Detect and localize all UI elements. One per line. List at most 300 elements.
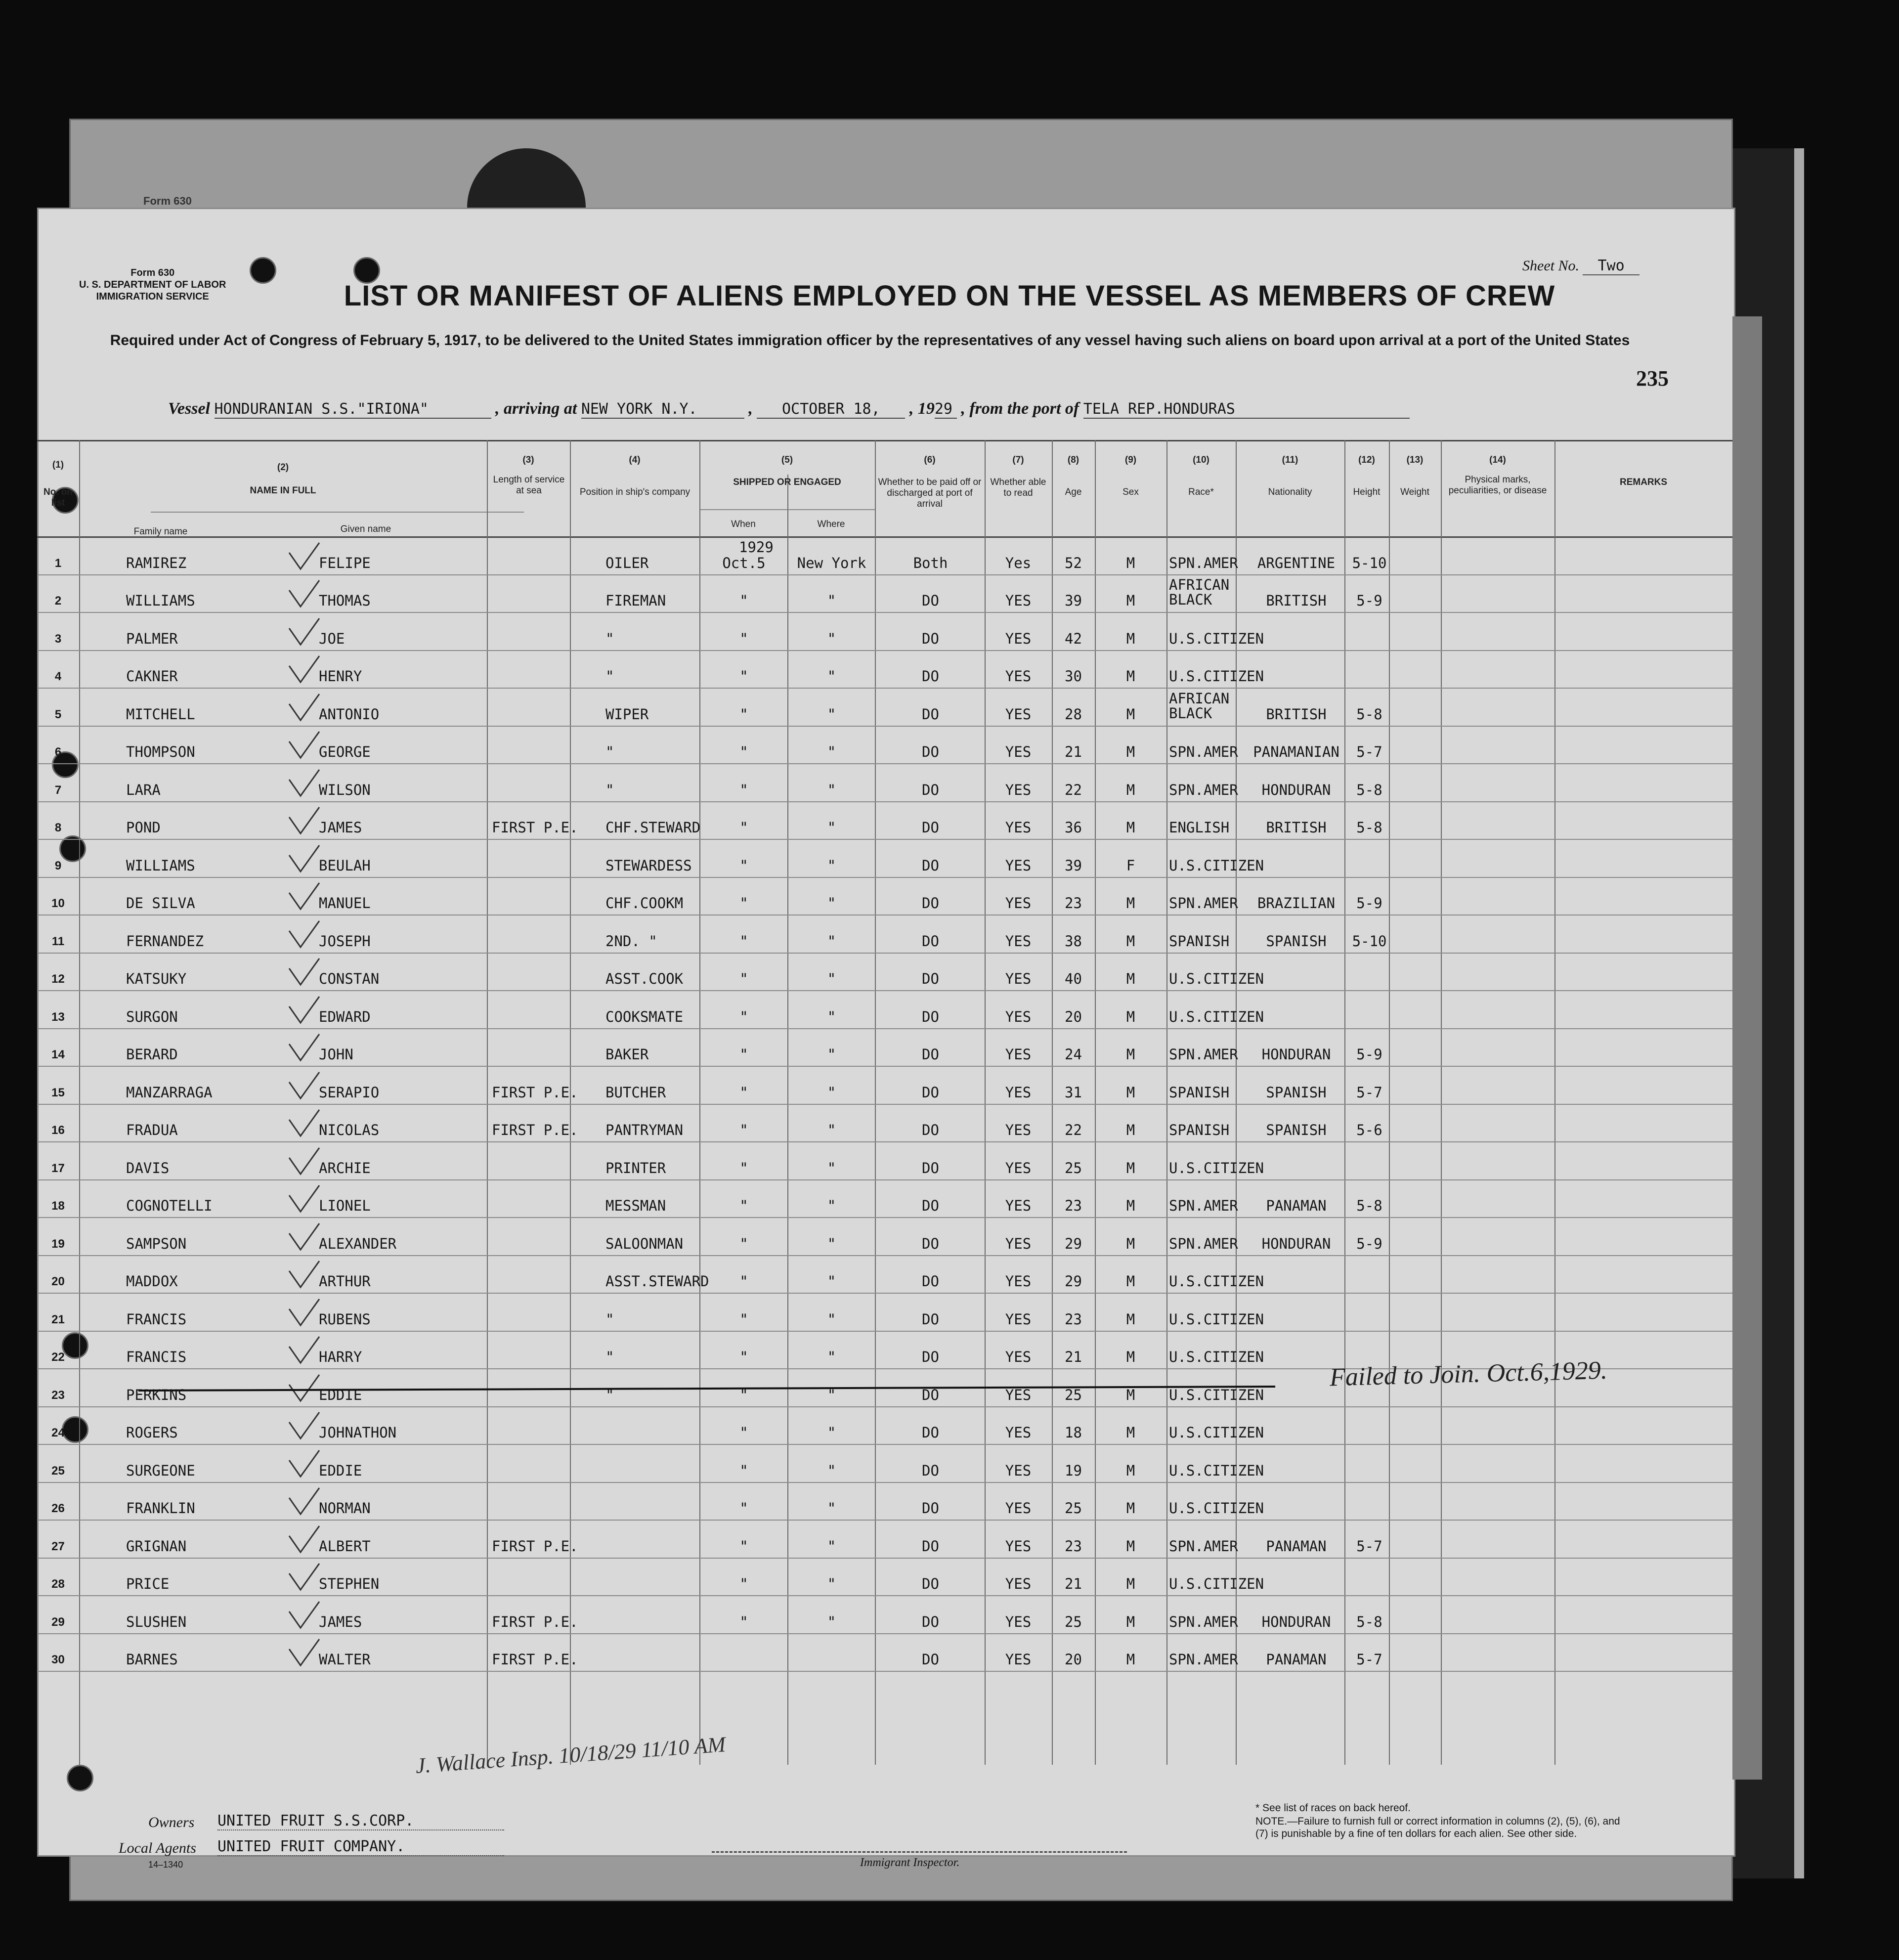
shipped-where: " xyxy=(827,743,836,760)
col-num-6: (6) xyxy=(924,455,936,465)
shipped-when: " xyxy=(739,1046,748,1063)
race: SPN.AMER xyxy=(1169,1613,1238,1630)
row-number: 10 xyxy=(51,897,65,910)
race: U.S.CITIZEN xyxy=(1169,1500,1264,1517)
table-row xyxy=(37,1612,1554,1633)
shipped-when: " xyxy=(739,895,748,912)
shipped-where: " xyxy=(827,592,836,609)
row-number: 25 xyxy=(51,1464,65,1478)
table-row xyxy=(37,576,1554,612)
age: 39 xyxy=(1065,857,1082,874)
family-name: BARNES xyxy=(126,1651,178,1668)
race: U.S.CITIZEN xyxy=(1169,970,1264,987)
paid-off: DO xyxy=(922,1310,939,1328)
height: 5-7 xyxy=(1356,1651,1382,1668)
family-name: KATSUKY xyxy=(126,970,187,987)
race: SPN.AMER xyxy=(1169,781,1238,798)
row-number: 7 xyxy=(54,783,62,797)
shipped-when: " xyxy=(739,1537,748,1555)
row-number: 3 xyxy=(54,632,62,646)
height: 5-10 xyxy=(1352,932,1387,950)
given-name: BEULAH xyxy=(319,857,371,874)
owners-value: UNITED FRUIT S.S.CORP. xyxy=(217,1812,504,1830)
shipped-when: " xyxy=(739,1273,748,1290)
shipped-where: " xyxy=(827,1462,836,1479)
table-row xyxy=(37,553,1554,574)
check-mark-icon xyxy=(287,1222,321,1252)
shipped-where: " xyxy=(827,1235,836,1252)
sex: M xyxy=(1126,1500,1135,1517)
position: FIREMAN xyxy=(605,592,666,609)
shipped-when: " xyxy=(739,668,748,685)
row-number: 23 xyxy=(51,1388,65,1402)
age: 42 xyxy=(1065,630,1082,647)
race: U.S.CITIZEN xyxy=(1169,1424,1264,1441)
position: PANTRYMAN xyxy=(605,1122,684,1138)
year-suffix: 29 xyxy=(935,400,957,419)
race: U.S.CITIZEN xyxy=(1169,857,1264,874)
able-to-read: YES xyxy=(1005,1462,1032,1479)
height: 5-8 xyxy=(1356,781,1382,798)
position: ASST.STEWARD xyxy=(605,1273,709,1290)
family-name: PALMER xyxy=(126,630,178,647)
row-rule xyxy=(37,574,1732,575)
row-number: 16 xyxy=(51,1124,65,1137)
col-num-5: (5) xyxy=(781,455,793,465)
family-name: PERKINS xyxy=(126,1386,187,1403)
nationality: BRITISH xyxy=(1266,819,1327,836)
header-weight: Weight xyxy=(1400,487,1429,497)
header-when: When xyxy=(731,519,756,529)
shipped-where: " xyxy=(827,1122,836,1138)
height: 5-7 xyxy=(1356,743,1382,760)
paid-off: DO xyxy=(922,1046,939,1063)
paid-off: DO xyxy=(922,1197,939,1214)
age: 30 xyxy=(1065,668,1082,685)
position: 2ND. " xyxy=(605,932,657,950)
height: 5-10 xyxy=(1352,554,1387,571)
height: 5-8 xyxy=(1356,705,1382,723)
given-name: EDWARD xyxy=(319,1008,371,1025)
row-rule xyxy=(37,1293,1732,1294)
sex: M xyxy=(1126,1197,1135,1214)
position: OILER xyxy=(605,554,649,571)
sex: M xyxy=(1126,1537,1135,1555)
given-name: LIONEL xyxy=(319,1197,371,1214)
able-to-read: YES xyxy=(1005,932,1032,950)
row-rule xyxy=(37,612,1732,613)
nationality: PANAMANIAN xyxy=(1253,743,1339,760)
family-name: FRADUA xyxy=(126,1122,178,1138)
given-name: JOE xyxy=(319,630,345,647)
header-physical-marks: Physical marks, peculiarities, or disease xyxy=(1448,475,1547,496)
height: 5-8 xyxy=(1356,1613,1382,1630)
row-rule xyxy=(37,1066,1732,1067)
paid-off: DO xyxy=(922,970,939,987)
col-num-4: (4) xyxy=(629,455,641,465)
age: 23 xyxy=(1065,1537,1082,1555)
footnote-races: * See list of races on back hereof. xyxy=(1255,1802,1411,1814)
shipped-when: " xyxy=(739,970,748,987)
nationality: SPANISH xyxy=(1266,1122,1327,1138)
agents-value: UNITED FRUIT COMPANY. xyxy=(217,1838,504,1856)
race: AFRICAN BLACK xyxy=(1169,576,1230,608)
age: 36 xyxy=(1065,819,1082,836)
page-edge xyxy=(1732,316,1762,1780)
nationality: BRAZILIAN xyxy=(1257,895,1336,912)
height: 5-9 xyxy=(1356,895,1382,912)
table-row xyxy=(37,1271,1554,1293)
header-sex: Sex xyxy=(1122,487,1139,497)
row-number: 22 xyxy=(51,1350,65,1364)
shipped-when: " xyxy=(739,1386,748,1403)
age: 21 xyxy=(1065,1349,1082,1365)
header-name-in-full: NAME IN FULL xyxy=(250,485,316,496)
shipped-where: " xyxy=(827,1349,836,1365)
able-to-read: YES xyxy=(1005,1310,1032,1328)
able-to-read: YES xyxy=(1005,895,1032,912)
paid-off: DO xyxy=(922,1386,939,1403)
paid-off: DO xyxy=(922,630,939,647)
table-row xyxy=(37,666,1554,688)
shipped-where: " xyxy=(827,1575,836,1592)
paid-off: DO xyxy=(922,1651,939,1668)
col-num-12: (12) xyxy=(1358,455,1375,465)
table-row xyxy=(37,1006,1554,1028)
check-mark-icon xyxy=(287,920,321,950)
row-number: 6 xyxy=(54,745,62,759)
paid-off: DO xyxy=(922,895,939,912)
check-mark-icon xyxy=(287,1147,321,1176)
age: 25 xyxy=(1065,1500,1082,1517)
given-name: JOSEPH xyxy=(319,932,371,950)
form-identifier: Form 630 U. S. DEPARTMENT OF LABOR IMMIGRATION SERVICE xyxy=(79,267,226,302)
shipped-when: " xyxy=(739,1462,748,1479)
table-row xyxy=(37,855,1554,877)
shipped-where: " xyxy=(827,1613,836,1630)
able-to-read: YES xyxy=(1005,1651,1032,1668)
family-name: ROGERS xyxy=(126,1424,178,1441)
row-rule xyxy=(37,1520,1732,1521)
position: STEWARDESS xyxy=(605,857,692,874)
race: SPN.AMER xyxy=(1169,1046,1238,1063)
race: SPANISH xyxy=(1169,1084,1230,1101)
age: 23 xyxy=(1065,1197,1082,1214)
age: 23 xyxy=(1065,895,1082,912)
footnote-penalty: NOTE.—Failure to furnish full or correct information in columns (2), (5), (6), and (7) is punishable by a fine of ten dollars for each alien. See other side. xyxy=(1255,1816,1620,1839)
age: 20 xyxy=(1065,1651,1082,1668)
paid-off: DO xyxy=(922,1613,939,1630)
page-title: LIST OR MANIFEST OF ALIENS EMPLOYED ON THE VESSEL AS MEMBERS OF CREW xyxy=(344,280,1555,312)
row-number: 17 xyxy=(51,1161,65,1175)
given-name: HARRY xyxy=(319,1349,362,1365)
sex: M xyxy=(1126,1273,1135,1290)
family-name: SLUSHEN xyxy=(126,1613,187,1630)
row-number: 14 xyxy=(51,1048,65,1061)
inspector-label: Immigrant Inspector. xyxy=(860,1856,960,1869)
check-mark-icon xyxy=(287,806,321,836)
given-name: GEORGE xyxy=(319,743,371,760)
row-rule xyxy=(37,1558,1732,1559)
table-row xyxy=(37,817,1554,839)
row-number: 11 xyxy=(51,934,65,948)
family-name: GRIGNAN xyxy=(126,1537,187,1555)
row-rule xyxy=(37,726,1732,727)
nationality: PANAMAN xyxy=(1266,1197,1327,1214)
given-name: HENRY xyxy=(319,668,362,685)
shipped-where: " xyxy=(827,1273,836,1290)
row-number: 18 xyxy=(51,1199,65,1213)
paid-off: DO xyxy=(922,668,939,685)
inspector-signature: J. Wallace Insp. 10/18/29 11/10 AM xyxy=(415,1732,727,1778)
table-row xyxy=(37,968,1554,990)
family-name: MANZARRAGA xyxy=(126,1084,213,1101)
check-mark-icon xyxy=(287,1033,321,1063)
header-where: Where xyxy=(817,519,845,529)
col-num-14: (14) xyxy=(1489,455,1506,465)
inspector-signature-line xyxy=(712,1851,1127,1853)
check-mark-icon xyxy=(287,1638,321,1668)
able-to-read: YES xyxy=(1005,1159,1032,1176)
row-number: 20 xyxy=(51,1275,65,1288)
agents-code: 14–1340 xyxy=(148,1860,183,1870)
able-to-read: YES xyxy=(1005,1084,1032,1101)
given-name: EDDIE xyxy=(319,1462,362,1479)
shipped-where: New York xyxy=(797,554,866,571)
family-name: SURGON xyxy=(126,1008,178,1025)
row-rule xyxy=(37,1179,1732,1180)
row-rule xyxy=(37,1141,1732,1142)
row-rule xyxy=(37,953,1732,954)
check-mark-icon xyxy=(287,1336,321,1365)
shipped-where: " xyxy=(827,705,836,723)
nationality: BRITISH xyxy=(1266,705,1327,723)
table-row xyxy=(37,780,1554,801)
shipped-when: " xyxy=(739,1349,748,1365)
nationality: HONDURAN xyxy=(1261,781,1331,798)
age: 25 xyxy=(1065,1613,1082,1630)
row-rule xyxy=(37,1595,1732,1596)
age: 25 xyxy=(1065,1159,1082,1176)
position: MESSMAN xyxy=(605,1197,666,1214)
row-number: 8 xyxy=(54,821,62,834)
given-name: ANTONIO xyxy=(319,705,380,723)
shipped-when: " xyxy=(739,1084,748,1101)
table-row xyxy=(37,1536,1554,1558)
row-number: 5 xyxy=(54,707,62,721)
family-name: LARA xyxy=(126,781,161,798)
sex: M xyxy=(1126,1122,1135,1138)
row-rule xyxy=(37,1104,1732,1105)
position: " xyxy=(605,1386,614,1403)
sheet-label: Sheet No. xyxy=(1522,258,1579,274)
length-of-service: FIRST P.E. xyxy=(492,1613,578,1630)
shipped-when: " xyxy=(739,781,748,798)
paid-off: DO xyxy=(922,705,939,723)
header-height: Height xyxy=(1353,487,1381,497)
check-mark-icon xyxy=(287,1449,321,1479)
sex: M xyxy=(1126,554,1135,571)
position: " xyxy=(605,781,614,798)
given-name: JOHN xyxy=(319,1046,353,1063)
shipped-when: " xyxy=(739,819,748,836)
able-to-read: YES xyxy=(1005,1197,1032,1214)
check-mark-icon xyxy=(287,1525,321,1555)
paid-off: DO xyxy=(922,1575,939,1592)
height: 5-9 xyxy=(1356,1235,1382,1252)
row-number: 24 xyxy=(51,1426,65,1439)
sex: M xyxy=(1126,1613,1135,1630)
table-row xyxy=(37,690,1554,726)
family-name: POND xyxy=(126,819,161,836)
age: 29 xyxy=(1065,1235,1082,1252)
given-name: JOHNATHON xyxy=(319,1424,397,1441)
age: 28 xyxy=(1065,705,1082,723)
page-number: 235 xyxy=(1636,366,1669,391)
given-name: THOMAS xyxy=(319,592,371,609)
shipped-where: " xyxy=(827,1537,836,1555)
nationality: PANAMAN xyxy=(1266,1651,1327,1668)
arriving-label: , arriving at xyxy=(495,399,577,418)
header-shipped-or-engaged: SHIPPED OR ENGAGED xyxy=(733,477,841,487)
row-number: 29 xyxy=(51,1615,65,1629)
family-name: COGNOTELLI xyxy=(126,1197,213,1214)
sex: M xyxy=(1126,743,1135,760)
shipped-where: " xyxy=(827,781,836,798)
length-of-service: FIRST P.E. xyxy=(492,1084,578,1101)
check-mark-icon xyxy=(287,1374,321,1403)
paid-off: DO xyxy=(922,857,939,874)
from-port-label: , from the port of xyxy=(961,399,1079,418)
able-to-read: YES xyxy=(1005,1613,1032,1630)
row-number: 28 xyxy=(51,1577,65,1591)
shipped-where: " xyxy=(827,1046,836,1063)
table-row xyxy=(37,1309,1554,1331)
header-paid-off: Whether to be paid off or discharged at port of arrival xyxy=(878,477,982,509)
row-number: 13 xyxy=(51,1010,65,1024)
table-row xyxy=(37,893,1554,915)
check-mark-icon xyxy=(287,1563,321,1592)
race: SPN.AMER xyxy=(1169,1235,1238,1252)
age: 22 xyxy=(1065,781,1082,798)
row-rule xyxy=(37,1482,1732,1483)
row-number: 21 xyxy=(51,1312,65,1326)
row-rule xyxy=(37,801,1732,802)
race: SPN.AMER xyxy=(1169,1651,1238,1668)
row-rule xyxy=(37,688,1732,689)
given-name: ALBERT xyxy=(319,1537,371,1555)
header-race: Race* xyxy=(1188,487,1214,497)
col-num-1: (1) xyxy=(52,460,64,470)
shipped-where: " xyxy=(827,819,836,836)
col-num-10: (10) xyxy=(1193,455,1209,465)
position: " xyxy=(605,630,614,647)
row-rule xyxy=(37,839,1732,840)
able-to-read: YES xyxy=(1005,592,1032,609)
shipped-when: " xyxy=(739,1159,748,1176)
sex: M xyxy=(1126,781,1135,798)
agents-label: Local Agents xyxy=(119,1840,196,1856)
sex: M xyxy=(1126,668,1135,685)
col-num-13: (13) xyxy=(1406,455,1424,465)
nationality: HONDURAN xyxy=(1261,1235,1331,1252)
row-rule xyxy=(37,1633,1732,1634)
check-mark-icon xyxy=(287,1298,321,1328)
failed-to-join-note: Failed to Join. Oct.6,1929. xyxy=(1329,1356,1608,1392)
given-name: SERAPIO xyxy=(319,1084,380,1101)
shipped-where: " xyxy=(827,1084,836,1101)
race: U.S.CITIZEN xyxy=(1169,1349,1264,1365)
given-name: CONSTAN xyxy=(319,970,380,987)
shipped-when: " xyxy=(739,1575,748,1592)
row-rule xyxy=(37,650,1732,651)
header-length-of-service: Length of service at sea xyxy=(493,475,565,496)
family-name: DAVIS xyxy=(126,1159,170,1176)
table-row xyxy=(37,1044,1554,1066)
manifest-table xyxy=(37,440,1732,1765)
table-row xyxy=(37,1158,1554,1179)
table-row xyxy=(37,1498,1554,1520)
position: CHF.COOKM xyxy=(605,895,684,912)
race: U.S.CITIZEN xyxy=(1169,1462,1264,1479)
able-to-read: YES xyxy=(1005,1046,1032,1063)
race: U.S.CITIZEN xyxy=(1169,1575,1264,1592)
shipped-where: " xyxy=(827,668,836,685)
nationality: PANAMAN xyxy=(1266,1537,1327,1555)
family-name: CAKNER xyxy=(126,668,178,685)
sex: M xyxy=(1126,1349,1135,1365)
check-mark-icon xyxy=(287,1260,321,1290)
punch-hole-icon xyxy=(67,1765,93,1791)
family-name: MADDOX xyxy=(126,1273,178,1290)
able-to-read: YES xyxy=(1005,1273,1032,1290)
able-to-read: Yes xyxy=(1005,554,1032,571)
header-position: Position in ship's company xyxy=(579,487,691,497)
able-to-read: YES xyxy=(1005,819,1032,836)
sex: M xyxy=(1126,705,1135,723)
table-row xyxy=(37,1120,1554,1141)
shipped-when: " xyxy=(739,1424,748,1441)
sex: M xyxy=(1126,1310,1135,1328)
table-row xyxy=(37,1422,1554,1444)
age: 23 xyxy=(1065,1310,1082,1328)
shipped-where: " xyxy=(827,630,836,647)
able-to-read: YES xyxy=(1005,743,1032,760)
col-num-9: (9) xyxy=(1124,455,1137,465)
check-mark-icon xyxy=(287,693,321,723)
row-rule xyxy=(37,1217,1732,1218)
given-name: NORMAN xyxy=(319,1500,371,1517)
shipped-when: " xyxy=(739,1613,748,1630)
row-rule xyxy=(37,1444,1732,1445)
back-sheet-form-id: Form 630 xyxy=(143,195,192,207)
race: U.S.CITIZEN xyxy=(1169,1310,1264,1328)
age: 21 xyxy=(1065,1575,1082,1592)
header-nationality: Nationality xyxy=(1268,487,1312,497)
given-name: JAMES xyxy=(319,1613,362,1630)
shipped-where: " xyxy=(827,1159,836,1176)
paid-off: Both xyxy=(913,554,948,571)
age: 38 xyxy=(1065,932,1082,950)
family-name: BERARD xyxy=(126,1046,178,1063)
check-mark-icon xyxy=(287,1071,321,1101)
check-mark-icon xyxy=(287,996,321,1025)
shipped-where: " xyxy=(827,932,836,950)
position: BAKER xyxy=(605,1046,649,1063)
row-number: 30 xyxy=(51,1653,65,1666)
sex: M xyxy=(1126,895,1135,912)
sheet-number xyxy=(1522,257,1640,274)
